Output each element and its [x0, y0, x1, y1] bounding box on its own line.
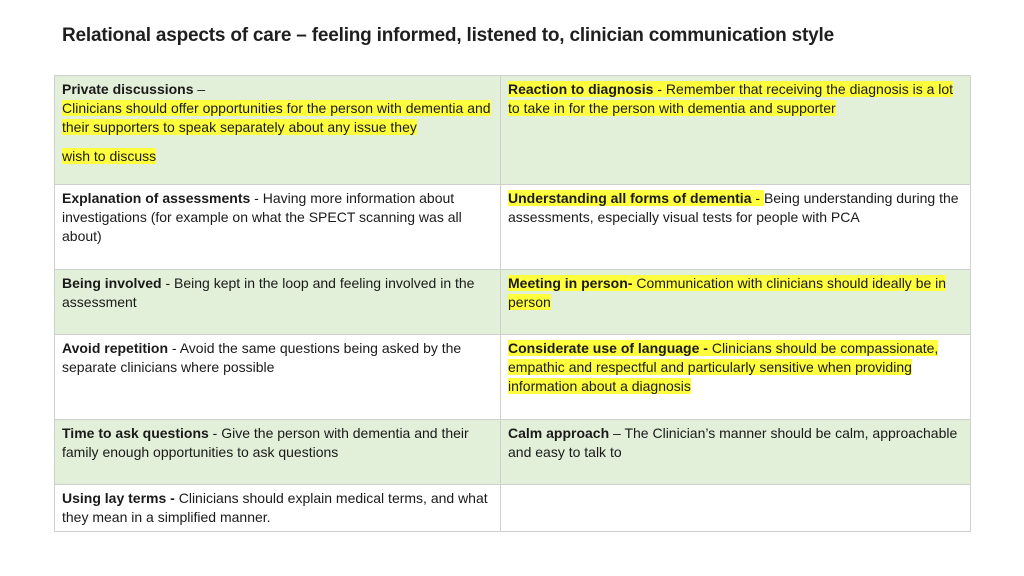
term-separator: -	[653, 81, 666, 97]
term-separator: -	[751, 190, 764, 206]
table-cell	[55, 185, 501, 270]
aspect-description: Remember that receiving the diagnosis is a lot to take in for the person with dementia and supporter	[508, 81, 954, 116]
slide-title: Relational aspects of care – feeling informed, listened to, clinician communication style	[62, 25, 834, 46]
table-cell	[501, 76, 971, 185]
aspect-term: Using lay terms -	[62, 490, 175, 506]
table-row	[55, 335, 971, 420]
aspect-description: Communication with clinicians should ideally be in person	[508, 275, 947, 310]
table-cell	[55, 335, 501, 420]
table-row	[55, 420, 971, 485]
aspect-term: Avoid repetition	[62, 340, 169, 356]
term-separator: -	[250, 190, 263, 206]
table-cell	[501, 270, 971, 335]
aspect-description-continued: wish to discuss	[62, 148, 157, 164]
care-aspects-table	[54, 75, 971, 532]
aspect-term: Explanation of assessments	[62, 190, 251, 206]
aspect-term: Considerate use of language -	[508, 340, 708, 356]
table-row	[55, 485, 971, 532]
table-cell	[55, 420, 501, 485]
aspect-description: Give the person with dementia and their family enough opportunities to ask questions	[62, 425, 469, 460]
aspect-description: Clinicians should offer opportunities for the person with dementia and their supporters to speak separately about any issue they	[62, 100, 491, 135]
table-cell	[55, 485, 501, 532]
table-row	[55, 185, 971, 270]
aspect-description: Being kept in the loop and feeling involved in the assessment	[62, 275, 475, 310]
table-cell	[501, 335, 971, 420]
aspect-term: Understanding all forms of dementia	[508, 190, 752, 206]
table-row	[55, 76, 971, 185]
table-cell	[501, 420, 971, 485]
aspect-description: Clinicians should explain medical terms, and what they mean in a simplified manner.	[62, 490, 488, 525]
empty-cell	[501, 485, 971, 532]
table-cell	[501, 185, 971, 270]
table-cell	[55, 270, 501, 335]
term-separator: –	[609, 425, 625, 441]
aspect-description: Having more information about investigations (for example on what the SPECT scanning was all about)	[62, 190, 462, 244]
term-separator: -	[161, 275, 175, 291]
table-row	[55, 270, 971, 335]
term-separator: -	[208, 425, 222, 441]
aspect-term: Meeting in person-	[508, 275, 633, 291]
table-cell	[55, 76, 501, 185]
aspect-term: Being involved	[62, 275, 162, 291]
aspect-term: Reaction to diagnosis	[508, 81, 654, 97]
aspect-term: Time to ask questions	[62, 425, 209, 441]
term-separator: -	[168, 340, 180, 356]
aspect-term: Private discussions	[62, 81, 194, 97]
aspect-description: Clinicians should be compassionate, empathic and respectful and particularly sensitive when providing information about a diagnosis	[508, 340, 939, 394]
term-separator: –	[193, 81, 206, 97]
aspect-description: Being understanding during the assessments, especially visual tests for people with PCA	[508, 190, 959, 225]
aspect-description: Avoid the same questions being asked by the separate clinicians where possible	[62, 340, 462, 375]
aspect-term: Calm approach	[508, 425, 610, 441]
aspect-description: The Clinician’s manner should be calm, approachable and easy to talk to	[508, 425, 958, 460]
